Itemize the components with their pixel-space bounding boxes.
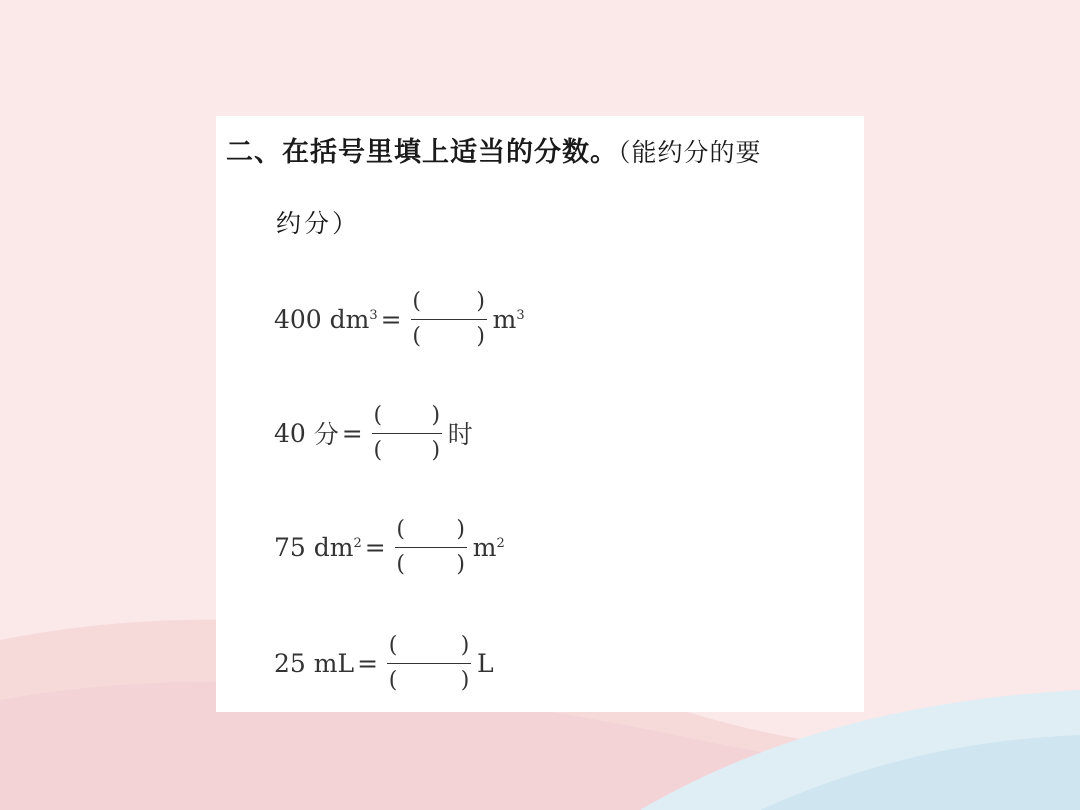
fraction-bar	[395, 547, 467, 548]
fraction-blank[interactable]	[411, 287, 487, 352]
equation-1	[274, 284, 525, 354]
equals-sign: =	[357, 648, 379, 678]
question-heading	[226, 130, 762, 169]
rhs-unit: L	[477, 648, 494, 678]
lhs-value: 400	[274, 304, 322, 334]
denominator-close: )	[456, 551, 466, 577]
equation-2	[274, 398, 473, 468]
lhs-unit: mL	[313, 648, 355, 678]
rhs-exponent: 2	[496, 535, 505, 551]
lhs-value: 75	[274, 532, 306, 562]
fraction-blank[interactable]	[387, 631, 471, 696]
rhs-unit: m	[472, 532, 497, 562]
fraction-blank[interactable]	[372, 401, 442, 466]
heading-note: （能约分的要	[618, 138, 762, 167]
rhs-unit: m	[492, 304, 517, 334]
lhs-unit: 分	[313, 420, 339, 449]
numerator-open: (	[396, 516, 406, 542]
denominator-close: )	[476, 323, 485, 349]
equals-sign: =	[341, 418, 363, 448]
equation-4	[274, 628, 494, 698]
fraction-bar	[372, 433, 442, 434]
numerator-open: (	[412, 288, 421, 314]
equation-3	[274, 512, 505, 582]
denominator-open: (	[396, 551, 406, 577]
equals-sign: =	[364, 532, 386, 562]
lhs-unit: dm	[329, 304, 370, 334]
rhs-exponent: 3	[516, 307, 525, 323]
lhs-unit: dm	[313, 532, 354, 562]
lhs-exponent: 3	[369, 307, 378, 323]
numerator-close: )	[431, 402, 441, 428]
denominator-open: (	[412, 323, 421, 349]
denominator-close: )	[460, 667, 470, 693]
denominator-open: (	[373, 437, 383, 463]
numerator-open: (	[373, 402, 383, 428]
numerator-close: )	[460, 632, 470, 658]
fraction-blank[interactable]	[395, 515, 467, 580]
numerator-close: )	[476, 288, 485, 314]
numerator-open: (	[388, 632, 398, 658]
numerator-close: )	[456, 516, 466, 542]
lhs-value: 40	[274, 418, 306, 448]
denominator-open: (	[388, 667, 398, 693]
equals-sign: =	[380, 304, 402, 334]
lhs-value: 25	[274, 648, 306, 678]
fraction-bar	[411, 319, 487, 320]
fraction-bar	[387, 663, 471, 664]
denominator-close: )	[431, 437, 441, 463]
rhs-unit: 时	[447, 420, 473, 449]
lhs-exponent: 2	[353, 535, 362, 551]
question-card	[216, 116, 864, 712]
heading-note-continued: 约分）	[276, 209, 361, 238]
heading-text: 二、在括号里填上适当的分数。	[226, 137, 618, 168]
